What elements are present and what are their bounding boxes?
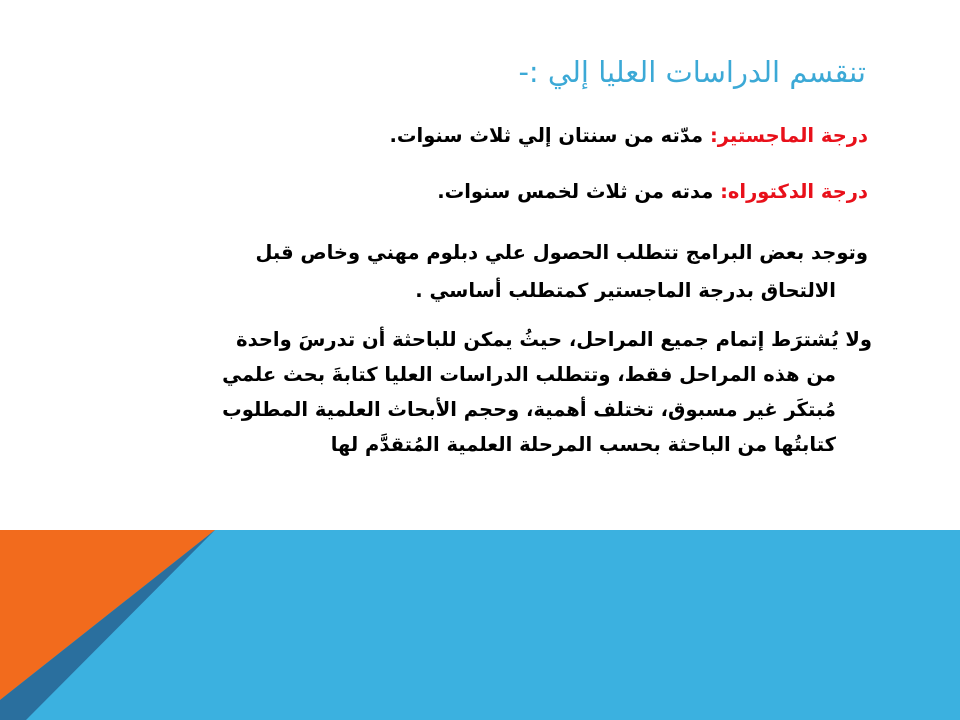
item-doctorate-text: مدته من ثلاث لخمس سنوات. [437, 180, 721, 203]
item-doctorate-term: درجة الدكتوراه: [720, 180, 868, 203]
paragraph-requirements-line3: مُبتكَر غير مسبوق، تختلف أهمية، وحجم الأبحاث العلمية المطلوب [222, 398, 836, 421]
paragraph-programs [255, 234, 868, 310]
item-doctorate [437, 180, 868, 203]
paragraph-requirements-line2: من هذه المراحل فقط، وتتطلب الدراسات العليا كتابةَ بحث علمي [222, 363, 836, 386]
decorative-shapes [0, 530, 960, 720]
paragraph-requirements-line4: كتابتُها من الباحثة بحسب المرحلة العلمية المُتقدَّم لها [330, 433, 836, 456]
item-masters-text: مدّته من سنتان إلي ثلاث سنوات. [389, 124, 710, 147]
paragraph-requirements [222, 322, 872, 462]
slide-title: تنقسم الدراسات العليا إلي :- [518, 55, 866, 89]
item-masters-term: درجة الماجستير: [709, 124, 868, 147]
paragraph-programs-line1: وتوجد بعض البرامج تتطلب الحصول علي دبلوم مهني وخاص قبل [255, 241, 868, 264]
item-masters [390, 124, 868, 147]
paragraph-requirements-line1: ولا يُشترَط إتمام جميع المراحل، حيثُ يمكن للباحثة أن تدرسَ واحدة [236, 328, 872, 351]
paragraph-programs-line2: الالتحاق بدرجة الماجستير كمتطلب أساسي . [415, 279, 836, 302]
